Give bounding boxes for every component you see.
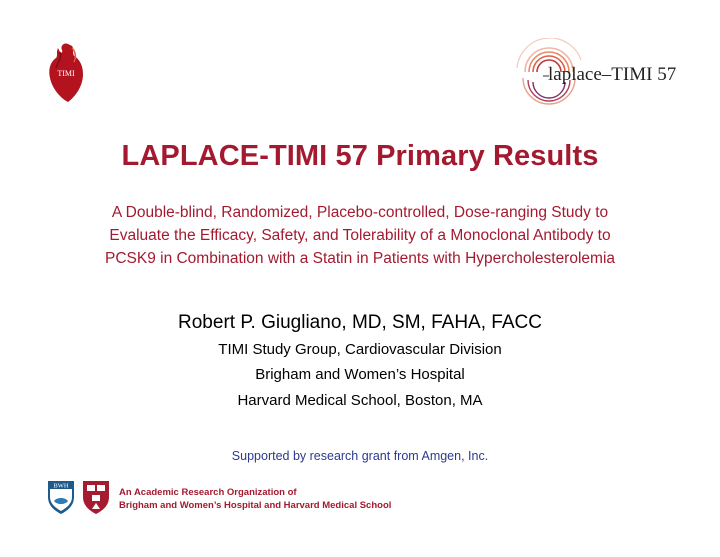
footer-line: Brigham and Women’s Hospital and Harvard Medical School (119, 500, 392, 511)
timi-logo-text: TIMI (57, 69, 75, 78)
subtitle-line: PCSK9 in Combination with a Statin in Patients with Hypercholesterolemia (104, 250, 616, 267)
slide-subtitle (0, 201, 720, 270)
timi-heart-logo (46, 40, 86, 106)
presenter-name: Robert P. Giugliano, MD, SM, FAHA, FACC (178, 312, 542, 333)
affiliation-line: Brigham and Women’s Hospital (255, 366, 465, 383)
bwh-shield-icon (46, 479, 76, 515)
slide-title: LAPLACE-TIMI 57 Primary Results (121, 140, 599, 172)
heart-icon (46, 40, 86, 106)
laplace-logo-text: laplace–TIMI 57 (548, 64, 677, 85)
subtitle-line: Evaluate the Efficacy, Safety, and Tolerability of a Monoclonal Antibody to (109, 227, 611, 244)
footer-line: An Academic Research Organization of (119, 487, 297, 498)
affiliation-line: Harvard Medical School, Boston, MA (237, 392, 483, 409)
affiliation-line: TIMI Study Group, Cardiovascular Division (218, 341, 502, 358)
subtitle-line: A Double-blind, Randomized, Placebo-controlled, Dose-ranging Study to (111, 204, 609, 221)
bwh-logo (46, 479, 76, 515)
laplace-timi-logo (515, 38, 690, 106)
harvard-shield-icon (82, 479, 110, 515)
footer-organization (119, 486, 391, 512)
bwh-logo-text: BWH (53, 482, 69, 490)
hms-logo (82, 479, 110, 515)
funding-statement: Supported by research grant from Amgen, Inc. (231, 449, 489, 463)
